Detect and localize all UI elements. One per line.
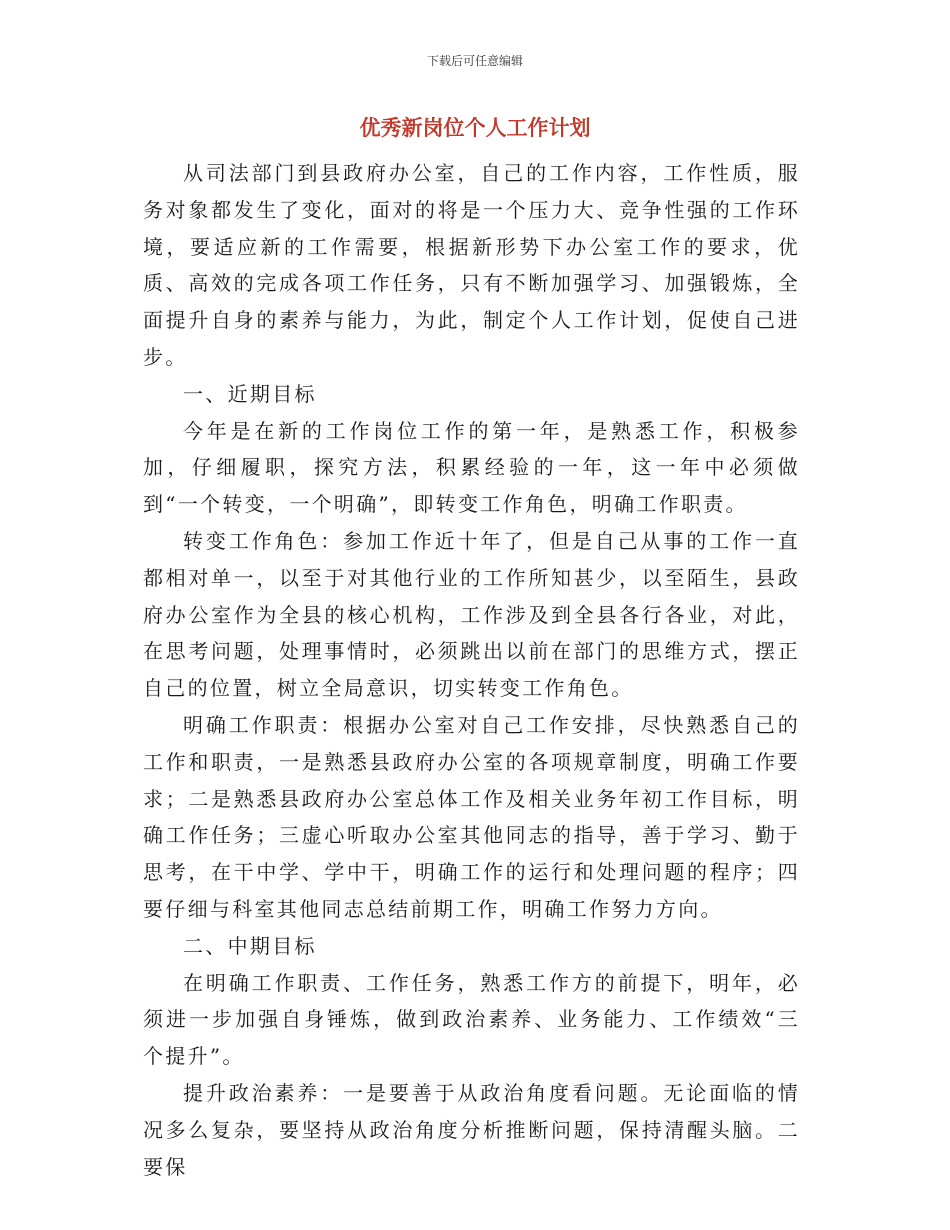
paragraph-near-term: 今年是在新的工作岗位工作的第一年，是熟悉工作，积极参加，仔细履职，探究方法，积累经验的一年，这一年中必须做到“一个转变，一个明确”，即转变工作角色，明确工作职责。 [143,418,800,517]
paragraph-change-role: 转变工作角色：参加工作近十年了，但是自己从事的工作一直都相对单一，以至于对其他行业的工作所知甚少，以至陌生，县政府办公室作为全县的核心机构，工作涉及到全县各行各业，对此，在思考问题，处理事情时，必须跳出以前在部门的思维方式，摆正自己的位置，树立全局意识，切实转变工作角色。 [143,528,800,701]
paragraph-mid-term: 在明确工作职责、工作任务，熟悉工作方的前提下，明年，必须进一步加强自身锤炼，做到政治素养、业务能力、工作绩效“三个提升”。 [143,970,800,1069]
header-note: 下载后可任意编辑 [426,54,523,68]
paragraph-political-quality: 提升政治素养：一是要善于从政治角度看问题。无论面临的情况多么复杂，要坚持从政治角度分析推断问题，保持清醒头脑。二要保 [143,1080,800,1179]
section-heading-mid-term: 二、中期目标 [183,933,317,958]
paragraph-intro: 从司法部门到县政府办公室，自己的工作内容，工作性质，服务对象都发生了变化，面对的将是一个压力大、竞争性强的工作环境，要适应新的工作需要，根据新形势下办公室工作的要求，优质、高效的完成各项工作任务，只有不断加强学习、加强锻炼，全面提升自身的素养与能力，为此，制定个人工作计划，促使自己进步。 [143,161,800,369]
paragraph-clarify-duties: 明确工作职责：根据办公室对自己工作安排，尽快熟悉自己的工作和职责，一是熟悉县政府办公室的各项规章制度，明确工作要求；二是熟悉县政府办公室总体工作及相关业务年初工作目标，明确工作任务；三虚心听取办公室其他同志的指导，善于学习、勤于思考，在干中学、学中干，明确工作的运行和处理问题的程序；四要仔细与科室其他同志总结前期工作，明确工作努力方向。 [143,712,800,921]
document-title: 优秀新岗位个人工作计划 [359,116,591,140]
section-heading-near-term: 一、近期目标 [183,381,317,406]
document-body [143,155,800,1185]
